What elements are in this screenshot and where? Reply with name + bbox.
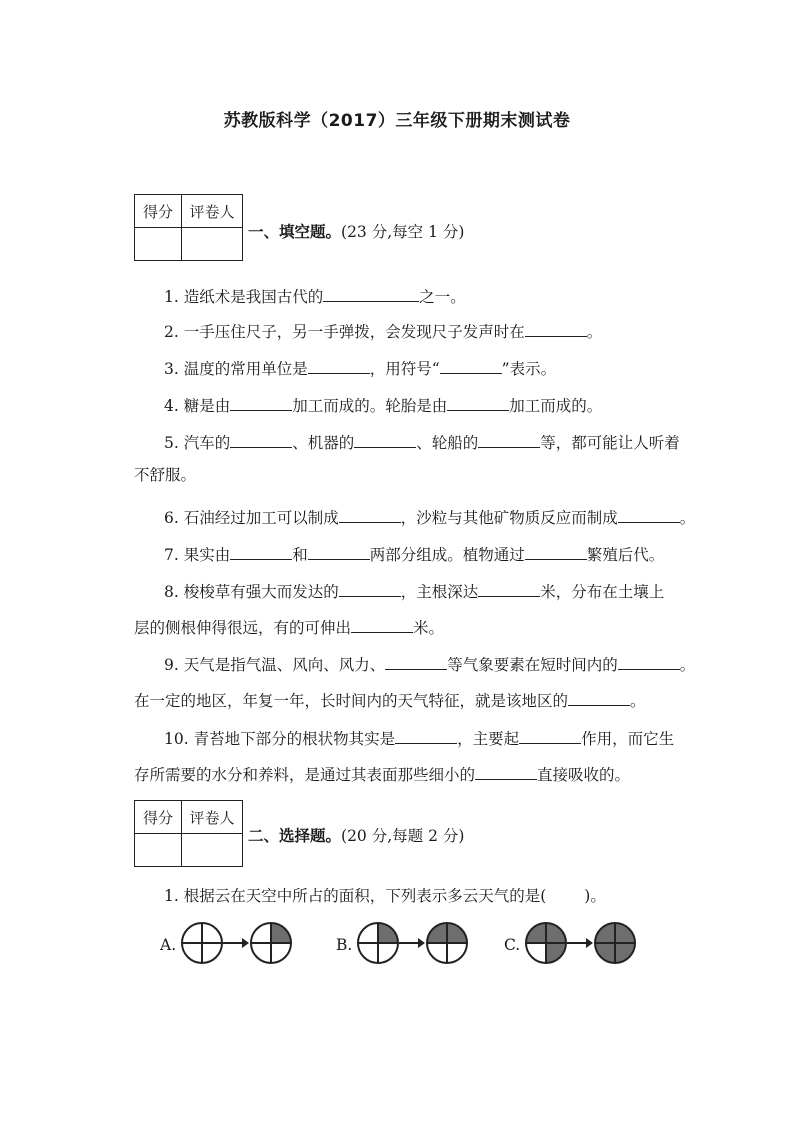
page-title: 苏教版科学（2017）三年级下册期末测试卷	[223, 111, 571, 131]
answer-blank[interactable]	[230, 545, 292, 560]
answer-blank[interactable]	[618, 655, 680, 670]
choice-question-1: 1. 根据云在天空中所占的面积，下列表示多云天气的是( )。	[164, 887, 606, 905]
answer-blank[interactable]	[475, 765, 537, 780]
answer-blank[interactable]	[385, 655, 447, 670]
answer-blank[interactable]	[308, 545, 370, 560]
cloud-cover-diagram	[336, 918, 476, 968]
section-1-heading: 一、填空题。(23 分,每空 1 分)	[248, 223, 465, 241]
fill-question-10: 10. 青苔地下部分的根状物其实是 ，主要起 作用，而它生	[164, 730, 675, 748]
score-label: 得分	[135, 195, 182, 228]
answer-blank[interactable]	[618, 508, 680, 523]
arrow-icon	[418, 938, 425, 948]
grader-label: 评卷人	[182, 195, 243, 228]
fill-question-10-cont: 存所需要的水分和养料，是通过其表面那些细小的 直接吸收的。	[134, 766, 631, 784]
fill-question-4: 4. 糖是由 加工而成的。轮胎是由 加工而成的。	[164, 397, 603, 415]
option-label: A.	[160, 936, 177, 954]
grader-cell[interactable]	[182, 228, 243, 261]
answer-blank[interactable]	[230, 396, 292, 411]
answer-blank[interactable]	[447, 396, 509, 411]
fill-question-9-cont: 在一定的地区，年复一年，长时间内的天气特征，就是该地区的 。	[134, 692, 646, 710]
answer-blank[interactable]	[568, 691, 630, 706]
score-box-1	[134, 194, 243, 261]
fill-question-5-cont: 不舒服。	[134, 466, 197, 484]
answer-blank[interactable]	[525, 322, 587, 337]
fill-question-8: 8. 梭梭草有强大而发达的 ，主根深达 米，分布在土壤上	[164, 583, 665, 601]
answer-blank[interactable]	[440, 359, 502, 374]
option-label: C.	[504, 936, 521, 954]
grader-cell[interactable]	[182, 834, 243, 867]
answer-blank[interactable]	[351, 618, 413, 633]
fill-question-7: 7. 果实由 和 两部分组成。植物通过 繁殖后代。	[164, 546, 665, 564]
answer-blank[interactable]	[395, 729, 457, 744]
arrow-icon	[586, 938, 593, 948]
answer-blank[interactable]	[308, 359, 370, 374]
answer-blank[interactable]	[339, 508, 401, 523]
answer-blank[interactable]	[478, 582, 540, 597]
section-2-heading: 二、选择题。(20 分,每题 2 分)	[248, 827, 465, 845]
answer-blank[interactable]	[519, 729, 581, 744]
score-label: 得分	[135, 801, 182, 834]
answer-blank[interactable]	[339, 582, 401, 597]
arrow-icon	[242, 938, 249, 948]
score-box-2	[134, 800, 243, 867]
score-cell[interactable]	[135, 834, 182, 867]
cloud-cover-diagram	[504, 918, 644, 968]
answer-blank[interactable]	[525, 545, 587, 560]
fill-question-3: 3. 温度的常用单位是 ，用符号“ ”表示。	[164, 360, 557, 378]
grader-label: 评卷人	[182, 801, 243, 834]
choice-options	[160, 918, 640, 968]
answer-blank[interactable]	[478, 433, 540, 448]
fill-question-8-cont: 层的侧根伸得很远，有的可伸出 米。	[134, 619, 445, 637]
answer-blank[interactable]	[323, 287, 419, 302]
answer-blank[interactable]	[230, 433, 292, 448]
fill-question-2: 2. 一手压住尺子，另一手弹拨，会发现尺子发声时在 。	[164, 323, 603, 341]
score-cell[interactable]	[135, 228, 182, 261]
cloud-cover-diagram	[160, 918, 300, 968]
fill-question-6: 6. 石油经过加工可以制成 ，沙粒与其他矿物质反应而制成 。	[164, 509, 696, 527]
fill-question-9: 9. 天气是指气温、风向、风力、 等气象要素在短时间内的 。	[164, 656, 696, 674]
answer-blank[interactable]	[354, 433, 416, 448]
fill-question-5: 5. 汽车的 、机器的 、轮船的 等，都可能让人听着	[164, 434, 680, 452]
option-label: B.	[336, 936, 353, 954]
fill-question-1: 1. 造纸术是我国古代的 之一。	[164, 288, 466, 306]
